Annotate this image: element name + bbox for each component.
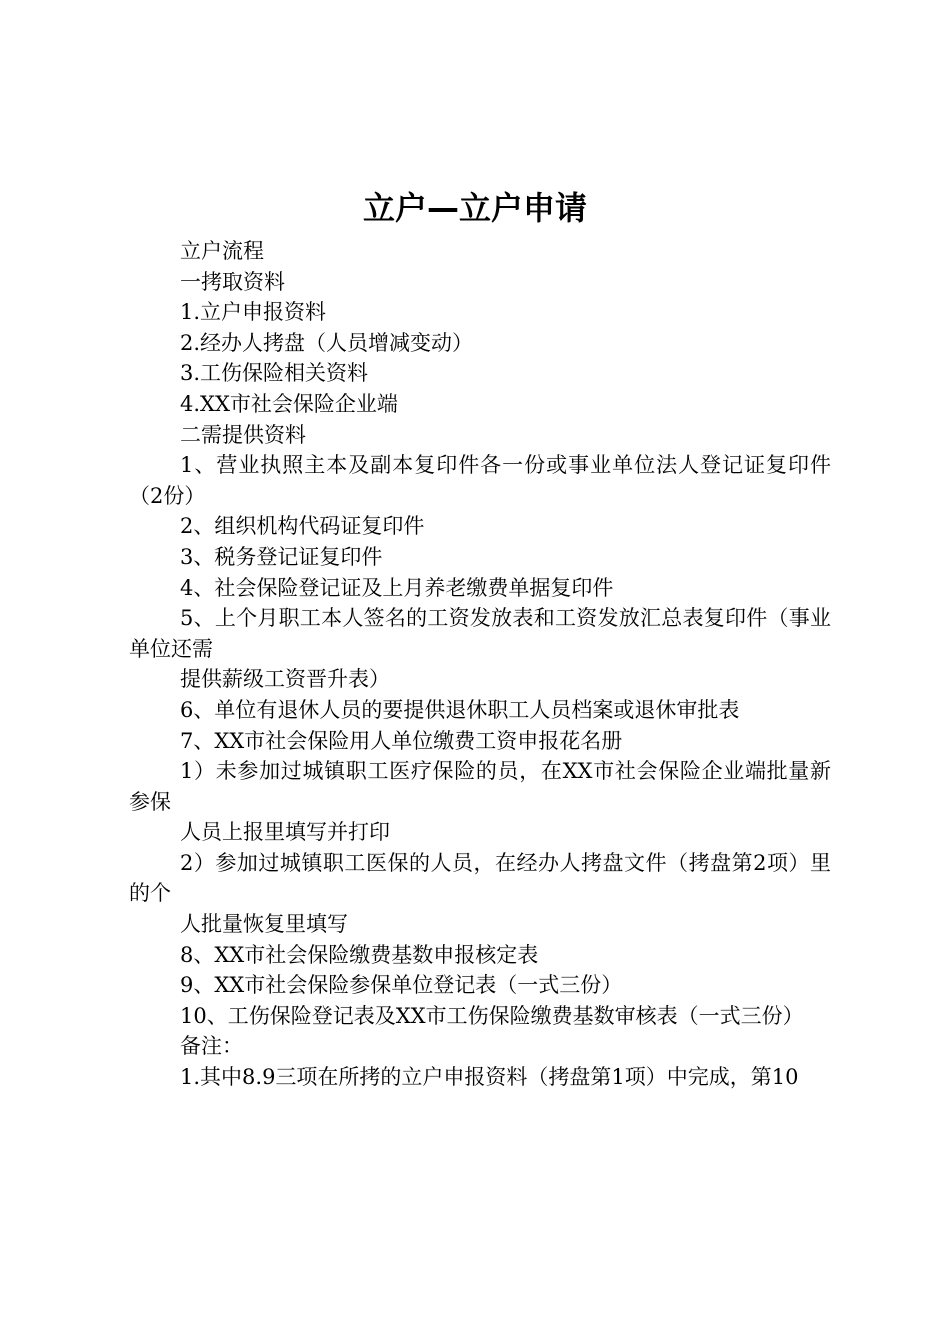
- document-title: 立户—立户申请: [362, 189, 587, 227]
- paragraph: 二需提供资料: [180, 422, 306, 447]
- paragraph: 备注：: [180, 1034, 243, 1059]
- paragraph: 立户流程: [180, 239, 264, 263]
- paragraph: 7、XX市社会保险用人单位缴费工资申报花名册: [180, 728, 623, 753]
- paragraph: 人批量恢复里填写: [180, 912, 348, 937]
- paragraph: 1.其中8.9三项在所拷的立户申报资料（拷盘第1项）中完成，第10: [180, 1065, 799, 1090]
- paragraph: 2、组织机构代码证复印件: [180, 514, 425, 539]
- paragraph: 3.工伤保险相关资料: [180, 361, 369, 386]
- paragraph: 10、工伤保险登记表及XX市工伤保险缴费基数审核表（一式三份）: [180, 1003, 804, 1028]
- paragraph: 6、单位有退休人员的要提供退休职工人员档案或退休审批表: [180, 697, 740, 722]
- paragraph: 4、社会保险登记证及上月养老缴费单据复印件: [180, 575, 614, 600]
- paragraph: 9、XX市社会保险参保单位登记表（一式三份）: [180, 973, 623, 998]
- paragraph: 人员上报里填写并打印: [180, 820, 390, 845]
- paragraph: 1、营业执照主本及副本复印件各一份或事业单位法人登记证复印件（2份）: [129, 453, 831, 508]
- paragraph: 4.XX市社会保险企业端: [180, 391, 398, 416]
- paragraph: 2.经办人拷盘（人员增减变动）: [180, 330, 474, 355]
- paragraph: 一拷取资料: [180, 269, 285, 294]
- paragraph: 2）参加过城镇职工医保的人员，在经办人拷盘文件（拷盘第2项）里的个: [129, 850, 831, 906]
- paragraph: 3、税务登记证复印件: [180, 544, 383, 569]
- paragraph: 5、上个月职工本人签名的工资发放表和工资发放汇总表复印件（事业单位还需: [129, 606, 831, 661]
- paragraph: 1.立户申报资料: [180, 300, 327, 325]
- paragraph: 提供薪级工资晋升表）: [180, 667, 390, 692]
- paragraph: 8、XX市社会保险缴费基数申报核定表: [180, 942, 539, 967]
- document-body: [129, 236, 831, 1093]
- paragraph: 1）未参加过城镇职工医疗保险的员，在XX市社会保险企业端批量新参保: [129, 759, 831, 814]
